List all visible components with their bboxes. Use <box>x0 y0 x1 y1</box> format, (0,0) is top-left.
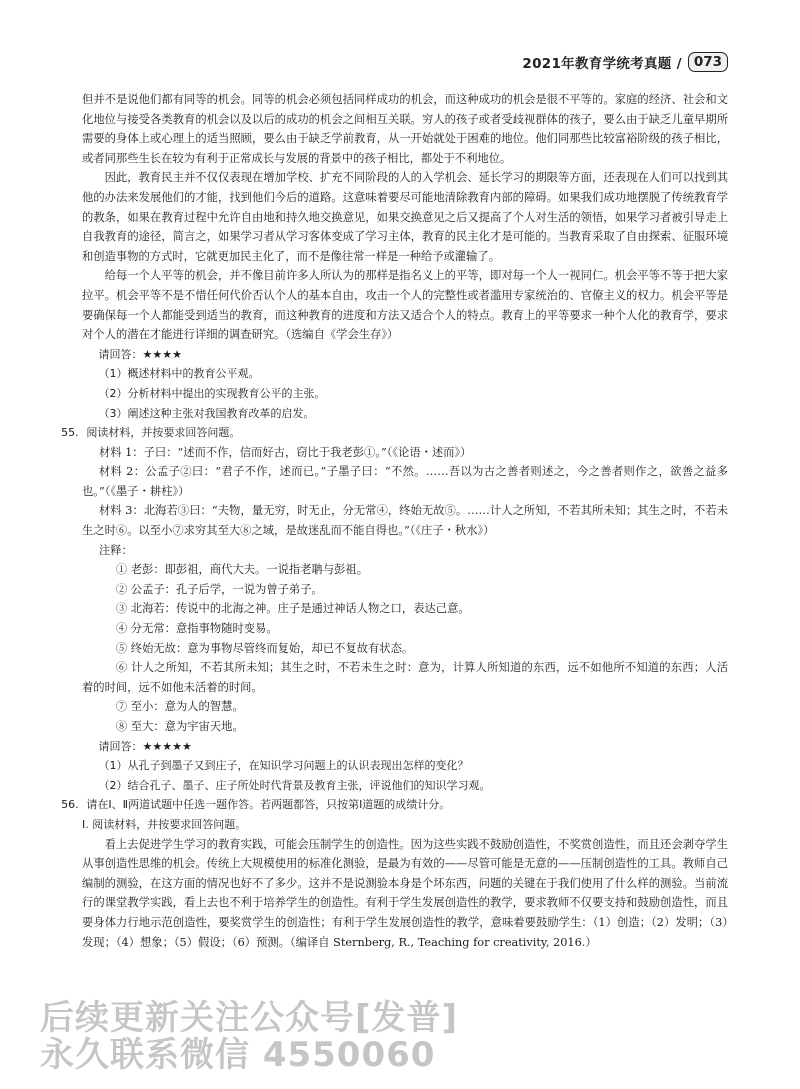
q56-subtitle: Ⅰ. 阅读材料，并按要求回答问题。 <box>82 817 247 831</box>
q54-prompt: 请回答：★★★★ <box>98 347 182 361</box>
q55-notes-title: 注释： <box>98 543 133 557</box>
q56-heading <box>61 795 728 815</box>
q55-item-1: （1）从孔子到墨子又到庄子，在知识学习问题上的认识表现出怎样的变化？ <box>98 759 469 773</box>
q55-material-3: 材料 3：北海若③曰：“夫物，量无穷，时无止，分无常④，终始无故⑤。……计人之所知，不若其所未知；其生之时，不若未生之时⑥。以至小⑦求穷其至大⑧之域，是故迷乱而不能自得也。”（《庄子・秋水》） <box>82 504 728 538</box>
q55-note-2: ② 公孟子：孔子后学，一说为曾子弟子。 <box>115 582 323 596</box>
passage-paragraph-1: 但并不是说他们都有同等的机会。同等的机会必须包括同样成功的机会，而这种成功的机会是很不平等的。家庭的经济、社会和文化地位与接受各类教育的机会以及以后的成功的机会之间相互关联。穷人的孩子或者受歧视群体的孩子，要么由于缺乏儿童早期所需要的身体上或心理上的适当照顾，要么由于缺乏学前教育，从一开始就处于困难的地位。他们同那些比较富裕阶级的孩子相比，或者同那些生长在较为有利于正常成长与发展的背景中的孩子相比，都处于不利地位。 <box>82 93 728 165</box>
q55-material-1: 材料 1：子曰：“述而不作，信而好古，窃比于我老彭①。”（《论语・述而》） <box>98 445 472 459</box>
book-title: 2021年教育学统考真题 / <box>522 56 682 72</box>
q54-item-2: （2）分析材料中提出的实现教育公平的主张。 <box>98 386 326 400</box>
q56-text: 看上去促进学生学习的教育实践，可能会压制学生的创造性。因为这些实践不鼓励创造性，不奖赏创造性，而且还会剥夺学生从事创造性思维的机会。传统上大规模使用的标准化测验，是最为有效的——尽管可能是无意的——压制创造性的工具。教师自己编制的测验，在这方面的情况也好不了多少。这并不是说测验本身是个坏东西，问题的关键在于我们使用了什么样的测验。当前流行的课堂教学实践，看上去也不利于培养学生的创造性。有利于学生发展创造性的教学，要求教师不仅要支持和鼓励创造性，而且要身体力行地示范创造性，要奖赏学生的创造性；有利于学生发展创造性的教学，意味着要鼓励学生：（1）创造；（2）发明；（3）发现；（4）想象；（5）假设；（6）预测。（编译自 Sternberg, R., Teaching for creativity, 2016.） <box>82 837 728 949</box>
q55-item-2: （2）结合孔子、墨子、庄子所处时代背景及教育主张，评说他们的知识学习观。 <box>98 778 491 792</box>
passage-paragraph-2: 因此，教育民主并不仅仅表现在增加学校、扩充不同阶段的人的入学机会、延长学习的期限等方面，还表现在人们可以找到其他的办法来发展他们的才能，找到他们今后的道路。这意味着要尽可能地清除教育内部的障碍。如果我们成功地摆脱了传统教育学的教条，如果在教育过程中允许自由地和持久地交换意见，如果交换意见之后又提高了个人对生活的领悟，如果学习者被引导走上自我教育的途径，简言之，如果学习者从学习客体变成了学习主体，教育的民主化才是可能的。当教育采取了自由探索、征服环境和创造事物的方式时，它就更加民主化了，而不是像往常一样是一种给予或灌输了。 <box>82 171 728 263</box>
q55-title: 阅读材料，并按要求回答问题。 <box>86 426 241 440</box>
q55-note-8: ⑧ 至大：意为宇宙天地。 <box>115 720 244 733</box>
page-number-badge: 073 <box>688 52 728 72</box>
q55-note-3: ③ 北海若：传说中的北海之神。庄子是通过神话人物之口，表达己意。 <box>115 602 470 616</box>
q55-heading <box>61 423 728 443</box>
q55-note-4: ④ 分无常：意指事物随时变易。 <box>115 622 278 636</box>
q55-note-7: ⑦ 至小：意为人的智慧。 <box>115 700 244 714</box>
q55-note-6: ⑥ 计人之所知，不若其所未知；其生之时，不若未生之时：意为，计算人所知道的东西，远不如他所不知道的东西；人活着的时间，远不如他未活着的时间。 <box>82 661 728 694</box>
q55-material-2: 材料 2：公孟子②曰：“君子不作，述而已。”子墨子曰：“不然。……吾以为古之善者则述之，今之善者则作之，欲善之益多也。”（《墨子・耕柱》） <box>82 465 728 498</box>
page-header <box>522 50 728 74</box>
q55-number: 55. <box>61 426 79 440</box>
q56-number: 56. <box>61 798 79 812</box>
q54-item-1: （1）概述材料中的教育公平观。 <box>98 367 260 381</box>
q55-prompt: 请回答：★★★★★ <box>98 739 192 753</box>
q55-note-1: ① 老彭：即彭祖，商代大夫。一说指老聃与彭祖。 <box>115 563 369 577</box>
q56-title: 请在Ⅰ、Ⅱ两道试题中任选一题作答。若两题都答，只按第Ⅰ道题的成绩计分。 <box>86 798 451 812</box>
watermark-line-2: 永久联系微信 4550060 <box>40 1035 436 1075</box>
passage-paragraph-3: 给每一个人平等的机会，并不像目前许多人所认为的那样是指名义上的平等，即对每一个人一视同仁。机会平等不等于把大家拉平。机会平等不是不惜任何代价否认个人的基本自由，攻击一个人的完整性或者滥用专家统治的、官僚主义的权力。机会平等是要确保每一个人都能受到适当的教育，而这种教育的进度和方法又适合个人的特点。教育上的平等要求一种个人化的教育学，要求对个人的潜在才能进行详细的调查研究。（选编自《学会生存》） <box>82 269 728 342</box>
q55-note-5: ⑤ 终始无故：意为事物尽管终而复始，却已不复故有状态。 <box>115 641 414 655</box>
page-content <box>61 90 728 952</box>
q54-item-3: （3）阐述这种主张对我国教育改革的启发。 <box>98 406 315 420</box>
watermark-line-1: 后续更新关注公众号[发普] <box>40 998 459 1038</box>
